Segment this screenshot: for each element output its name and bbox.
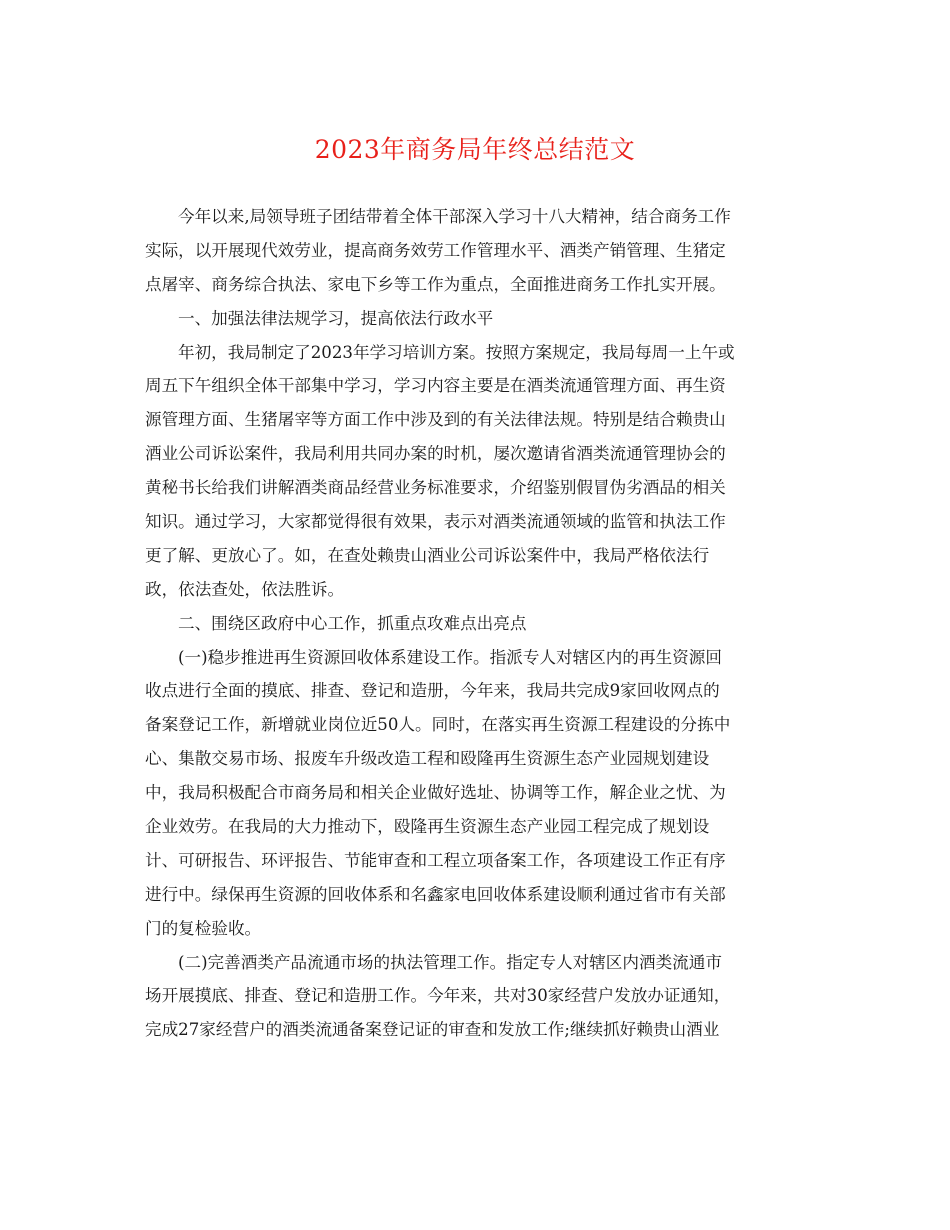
body-line: 今年以来,局领导班子团结带着全体干部深入学习十八大精神，结合商务工作 (178, 207, 731, 226)
body-line: 政，依法查处，依法胜诉。 (145, 579, 345, 599)
body-line: 收点进行全面的摸底、排查、登记和造册，今年来，我局共完成9家回收网点的 (145, 681, 720, 701)
body-line: (二)完善酒类产品流通市场的执法管理工作。指定专人对辖区内酒类流通市 (178, 952, 722, 972)
body-line: 中，我局积极配合市商务局和相关企业做好选址、协调等工作，解企业之忧、为 (145, 783, 726, 803)
body-line: 计、可研报告、环评报告、节能审查和工程立项备案工作，各项建设工作正有序 (145, 850, 726, 870)
body-line: 更了解、更放心了。如，在查处赖贵山酒业公司诉讼案件中，我局严格依法行 (145, 545, 710, 565)
body-line: 门的复检验收。 (145, 918, 262, 938)
body-line: 一、加强法律法规学习，提高依法行政水平 (178, 308, 494, 328)
body-line: 企业效劳。在我局的大力推动下，殴隆再生资源生态产业园工程完成了规划设 (145, 817, 710, 837)
body-line: 二、围绕区政府中心工作，抓重点攻难点出亮点 (178, 613, 527, 633)
body-line: 备案登记工作，新增就业岗位近50人。同时，在落实再生资源工程建设的分拣中 (145, 715, 731, 735)
body-line: 完成27家经营户的酒类流通备案登记证的审查和发放工作;继续抓好赖贵山酒业 (145, 1020, 720, 1040)
body-line: 周五下午组织全体干部集中学习，学习内容主要是在酒类流通管理方面、再生资 (145, 376, 726, 396)
document-body (145, 200, 805, 1047)
document-title: 2023年商务局年终总结范文 (314, 135, 636, 164)
body-line: 心、集散交易市场、报废车升级改造工程和殴隆再生资源生态产业园规划建设 (145, 749, 710, 769)
body-line: 场开展摸底、排查、登记和造册工作。今年来，共对30家经营户发放办证通知， (145, 986, 731, 1006)
body-line: 黄秘书长给我们讲解酒类商品经营业务标准要求，介绍鉴别假冒伪劣酒品的相关 (145, 478, 726, 498)
body-line: 酒业公司诉讼案件，我局利用共同办案的时机，屡次邀请省酒类流通管理协会的 (145, 444, 726, 464)
body-line: 年初，我局制定了2023年学习培训方案。按照方案规定，我局每周一上午或 (178, 342, 735, 362)
body-line: 源管理方面、生猪屠宰等方面工作中涉及到的有关法律法规。特别是结合赖贵山 (145, 410, 726, 430)
body-line: 进行中。绿保再生资源的回收体系和名鑫家电回收体系建设顺利通过省市有关部 (145, 884, 726, 904)
body-line: 点屠宰、商务综合执法、家电下乡等工作为重点，全面推进商务工作扎实开展。 (145, 274, 726, 294)
body-line: 知识。通过学习，大家都觉得很有效果，表示对酒类流通领域的监管和执法工作 (145, 512, 726, 532)
body-line: 实际，以开展现代效劳业，提高商务效劳工作管理水平、酒类产销管理、生猪定 (145, 240, 726, 260)
body-line: (一)稳步推进再生资源回收体系建设工作。指派专人对辖区内的再生资源回 (178, 647, 722, 667)
